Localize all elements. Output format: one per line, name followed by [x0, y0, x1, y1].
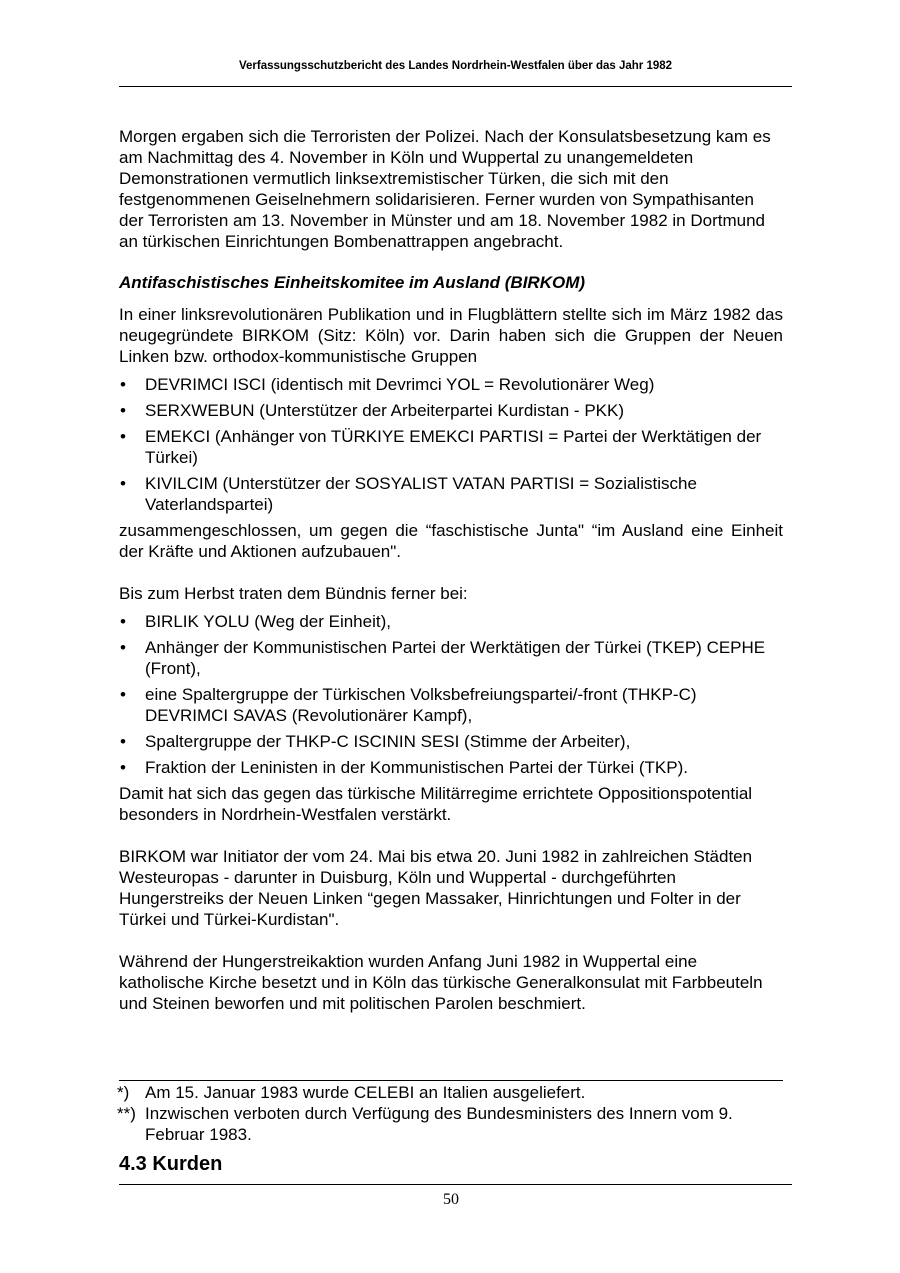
groups-list: [119, 374, 783, 515]
footnote-divider: [119, 1080, 783, 1081]
autumn-intro: Bis zum Herbst traten dem Bündnis ferner bei:: [119, 584, 468, 603]
list-item: [119, 374, 783, 395]
list-item: [119, 757, 783, 778]
list-item: [119, 637, 783, 679]
list-item: [119, 400, 783, 421]
list-item: [119, 731, 783, 752]
footnote-mark: **): [117, 1104, 136, 1123]
footnotes: [117, 1082, 783, 1145]
document-body: [119, 126, 783, 1014]
section-heading: 4.3 Kurden: [119, 1153, 223, 1175]
running-header: Verfassungsschutzbericht des Landes Nordrhein-Westfalen über das Jahr 1982: [238, 60, 673, 72]
bullet-icon: •: [120, 375, 126, 394]
list-item: [119, 426, 783, 468]
opposition-paragraph: Damit hat sich das gegen das türkische Militärregime errichtete Oppositionspotential besonders in Nordrhein-Westfalen verstärkt.: [119, 784, 753, 824]
list-item-text: Anhänger der Kommunistischen Partei der Werktätigen der Türkei (TKEP) CEPHE (Front),: [145, 638, 766, 678]
list-item-text: KIVILCIM (Unterstützer der SOSYALIST VATAN PARTISI = Sozialistische Vaterlandspartei): [145, 474, 697, 514]
bullet-icon: •: [120, 427, 126, 446]
list-item-text: eine Spaltergruppe der Türkischen Volksbefreiungspartei/-front (THKP-C) DEVRIMCI SAVAS (Revolutionärer Kampf),: [145, 685, 697, 725]
list-item: [119, 611, 783, 632]
bullet-icon: •: [120, 401, 126, 420]
groups-conclusion: zusammengeschlossen, um gegen die “faschistische Junta" “im Ausland eine Einheit der Kräfte und Aktionen aufzubauen".: [119, 521, 783, 561]
bullet-icon: •: [120, 685, 126, 704]
footnote: [117, 1082, 783, 1103]
hungerstrike-paragraph: BIRKOM war Initiator der vom 24. Mai bis etwa 20. Juni 1982 in zahlreichen Städten Westeuropas - darunter in Duisburg, Köln und Wuppertal - durchgeführten Hungerstreiks der Neuen Linken “gegen Massaker, Hinrichtungen und Folter in der Türkei und Türkei-Kurdistan".: [119, 847, 753, 929]
section-subheading: Antifaschistisches Einheitskomitee im Ausland (BIRKOM): [119, 273, 586, 292]
header-divider: [119, 86, 792, 87]
bullet-icon: •: [120, 758, 126, 777]
bullet-icon: •: [120, 732, 126, 751]
bullet-icon: •: [120, 638, 126, 657]
church-paragraph: Während der Hungerstreikaktion wurden Anfang Juni 1982 in Wuppertal eine katholische Kirche besetzt und in Köln das türkische Generalkonsulat mit Farbbeuteln und Steinen beworfen und mit politischen Parolen beschmiert.: [119, 952, 763, 1013]
list-item-text: EMEKCI (Anhänger von TÜRKIYE EMEKCI PARTISI = Partei der Werktätigen der Türkei): [145, 427, 762, 467]
birkom-intro-paragraph: In einer linksrevolutionären Publikation und in Flugblättern stellte sich im März 1982 das neugegründete BIRKOM (Sitz: Köln) vor. Darin haben sich die Gruppen der Neuen Linken bzw. orthodox-kommunistische Gruppen: [119, 305, 783, 366]
footnote: [117, 1103, 783, 1145]
bullet-icon: •: [120, 612, 126, 631]
footnote-text: Am 15. Januar 1983 wurde CELEBI an Italien ausgeliefert.: [145, 1083, 586, 1102]
list-item-text: Spaltergruppe der THKP-C ISCININ SESI (Stimme der Arbeiter),: [145, 732, 631, 751]
list-item-text: SERXWEBUN (Unterstützer der Arbeiterpartei Kurdistan - PKK): [145, 401, 624, 420]
autumn-groups-list: [119, 611, 783, 778]
list-item-text: DEVRIMCI ISCI (identisch mit Devrimci YOL = Revolutionärer Weg): [145, 375, 655, 394]
page-number: 50: [443, 1191, 459, 1208]
list-item: [119, 684, 783, 726]
list-item-text: BIRLIK YOLU (Weg der Einheit),: [145, 612, 391, 631]
footnote-text: Inzwischen verboten durch Verfügung des Bundesministers des Innern vom 9. Februar 1983.: [145, 1104, 733, 1144]
list-item: [119, 473, 783, 515]
list-item-text: Fraktion der Leninisten in der Kommunistischen Partei der Türkei (TKP).: [145, 758, 688, 777]
footnote-mark: *): [117, 1083, 130, 1102]
bullet-icon: •: [120, 474, 126, 493]
intro-paragraph: Morgen ergaben sich die Terroristen der Polizei. Nach der Konsulatsbesetzung kam es am Nachmittag des 4. November in Köln und Wuppertal zu unangemeldeten Demonstrationen vermutlich linksextremistischer Türken, die sich mit den festgenommenen Geiselnehmern solidarisieren. Ferner wurden von Sympathisanten der Terroristen am 13. November in Münster und am 18. November 1982 in Dortmund an türkischen Einrichtungen Bombenattrappen angebracht.: [119, 127, 771, 251]
footer-divider: [119, 1184, 792, 1185]
